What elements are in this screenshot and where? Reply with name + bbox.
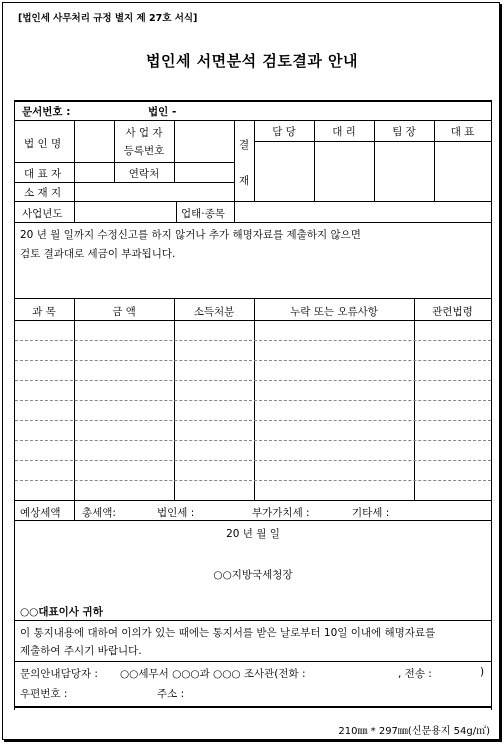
approval-col-deputy: 대 리 — [332, 126, 356, 138]
contact-label: 연락처 — [128, 168, 160, 180]
company-name-label: 법 인 명 — [24, 138, 62, 150]
doc-number-label: 문서번호 : — [22, 106, 71, 118]
paper-size-note: 210㎜ * 297㎜(신문용지 54g/㎡) — [338, 726, 490, 737]
table-top-border — [14, 100, 492, 102]
approval-col-ceo: 대 표 — [450, 126, 475, 138]
table-left-border — [14, 100, 15, 710]
approval-side-label-2: 재 — [239, 175, 250, 187]
table-row[interactable] — [15, 400, 491, 401]
estimate-label: 예상세액 — [20, 507, 61, 519]
notice-line-1: 20 년 월 일까지 수정신고를 하지 않거나 추가 해명자료를 제출하지 않으면 — [20, 229, 361, 241]
table-row[interactable] — [15, 420, 491, 421]
table-row[interactable] — [15, 440, 491, 441]
contact-fax: , 전송 : — [398, 668, 432, 680]
table-right-border — [491, 100, 492, 710]
estimate-other-tax: 기타세 : — [352, 507, 390, 519]
col-header-amount: 금 액 — [112, 306, 136, 318]
approval-side-label-1: 결 — [239, 139, 250, 151]
business-type-label: 업태·종목 — [181, 208, 225, 220]
contact-officer-value: ○○세무서 ○○○과 ○○○ 조사관(전화 : — [120, 668, 306, 680]
contact-officer-label: 문의안내담당자 : — [20, 668, 98, 680]
table-row[interactable] — [15, 480, 491, 481]
estimate-total: 총세액: — [82, 507, 116, 519]
business-reg-label-1: 사 업 자 — [125, 127, 163, 139]
approval-col-staff: 담 당 — [272, 126, 296, 138]
estimate-corporate-tax: 법인세 : — [157, 507, 195, 519]
issuing-office: ○○지방국세청장 — [213, 569, 293, 581]
notice-line-2: 검토 결과대로 세금이 부과됩니다. — [20, 248, 176, 260]
col-header-subject: 과 목 — [32, 306, 56, 318]
col-header-omission: 누락 또는 오류사항 — [290, 306, 378, 318]
col-header-income-disposal: 소득처분 — [193, 306, 235, 318]
form-reference: [법인세 사무처리 규정 별지 제 27호 서식] — [18, 13, 198, 24]
representative-label: 대 표 자 — [24, 168, 62, 180]
estimate-vat: 부가가치세 : — [252, 507, 310, 519]
business-reg-label-2: 등록번호 — [123, 145, 165, 157]
approval-col-team-lead: 팀 장 — [392, 126, 416, 138]
table-row[interactable] — [15, 360, 491, 361]
page-title: 법인세 서면분석 검토결과 안내 — [145, 52, 359, 70]
addressee: ○○대표이사 귀하 — [20, 606, 103, 618]
objection-line-2: 제출하여 주시기 바랍니다. — [20, 645, 142, 657]
doc-number-value[interactable]: 법인 - — [148, 106, 177, 118]
table-row[interactable] — [15, 380, 491, 381]
fiscal-year-label: 사업년도 — [22, 208, 63, 220]
issue-date: 20 년 월 일 — [226, 528, 280, 540]
objection-line-1: 이 통지내용에 대하여 이의가 있는 때에는 통지서를 받은 날로부터 10일 이내에 해명자료를 — [20, 627, 436, 639]
postal-code-label: 우편번호 : — [20, 688, 68, 700]
mailing-address-label: 주소 : — [157, 688, 185, 700]
table-row[interactable] — [15, 340, 491, 341]
col-header-law: 관련법령 — [432, 306, 473, 318]
table-row[interactable] — [15, 460, 491, 461]
contact-close-paren: ) — [480, 666, 485, 678]
address-label: 소 재 지 — [24, 187, 62, 199]
table-bottom-border — [14, 706, 492, 708]
